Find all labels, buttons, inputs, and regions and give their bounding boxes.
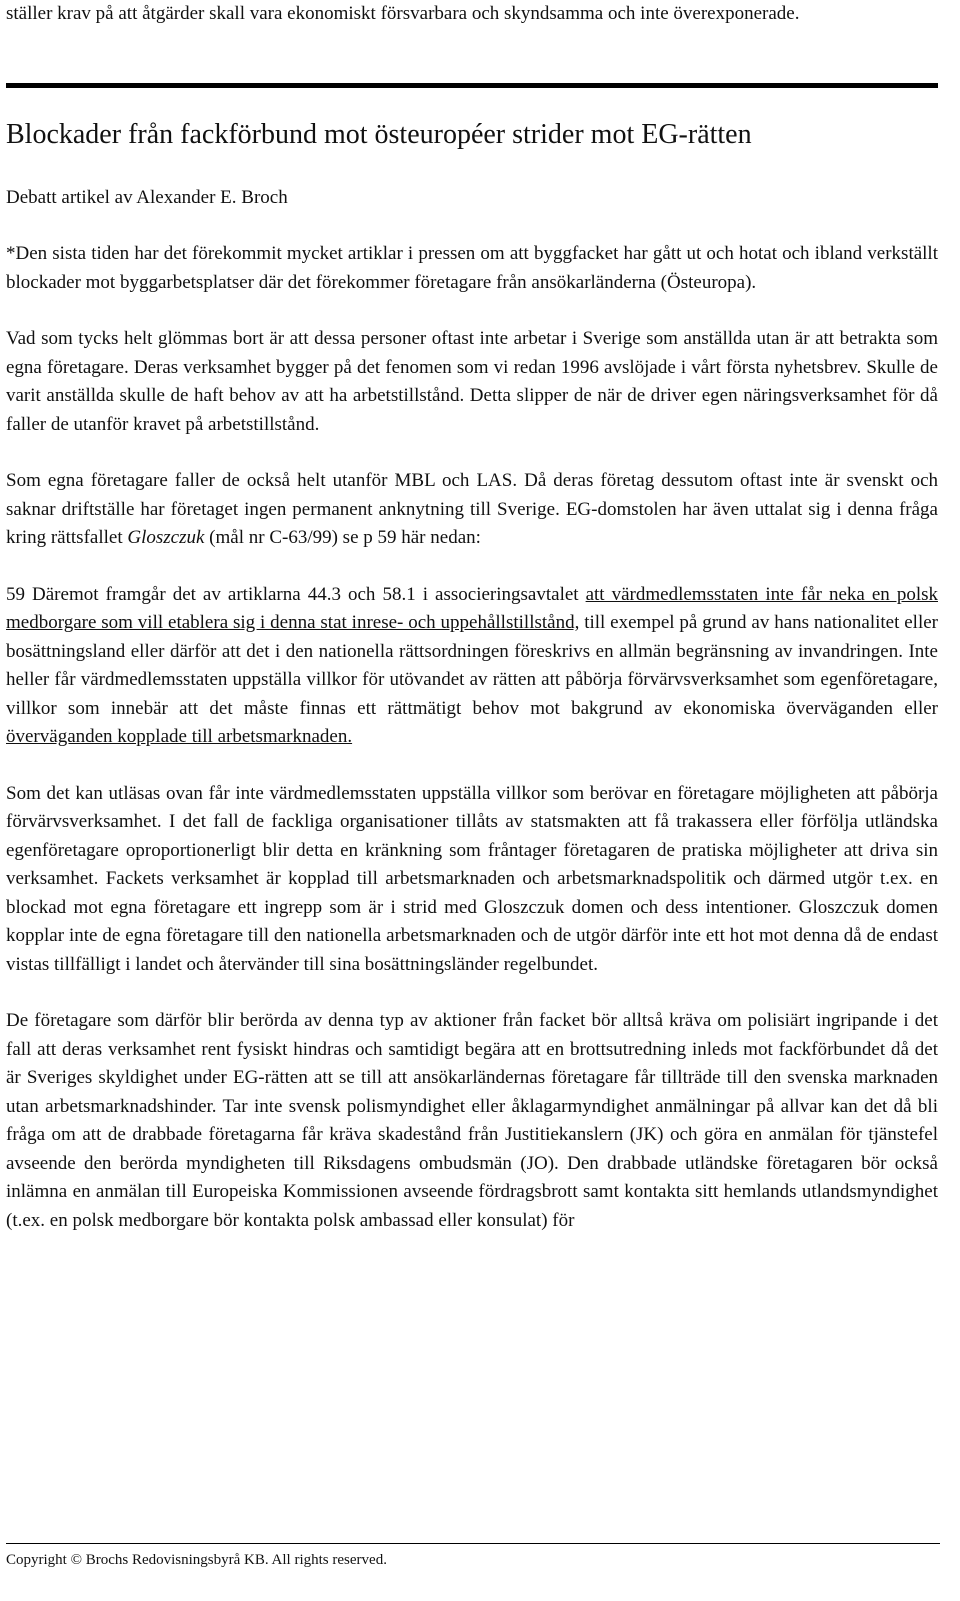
article-title: Blockader från fackförbund mot östeuropéer strider mot EG-rätten (6, 119, 752, 150)
article-body (6, 240, 938, 1263)
page-footer (6, 1543, 940, 1570)
quote-text-b: till exempel på grund av hans nationalitet eller bosättningsland eller därför att det i den nationella rättsordningen föreskrivs en allmän begränsning av invandringen. Inte heller får värdmedlemsstaten uppställa villkor för utövandet av rätten att påbörja förvärvsverksamhet som egenföretagare, villkor som innebär att det måste finnas ett rättmätigt behov mot bakgrund av ekonomiska överväganden eller (6, 612, 938, 719)
quote-underline-1: att värdmedlemsstaten inte får neka en polsk medborgare som vill etablera sig i denna stat inrese- och uppehållstillstånd, (6, 583, 938, 633)
paragraph-4: Som det kan utläsas ovan får inte värdmedlemsstaten uppställa villkor som berövar en företagare möjligheten att påbörja förvärvsverksamhet. I det fall de fackliga organisationer tillåts av statsmakten att få trakassera eller förfölja utländska egenföretagare oproportionerligt blir detta en kränkning som fråntager företagaren de pratiska möjligheter att driva sin verksamhet. Fackets verksamhet är kopplad till arbetsmarknaden och arbetsmarknadspolitik och därmed utgör t.ex. en blockad mot egna företagare ett ingrepp som är i strid med Gloszczuk domen och dess intentioner. Gloszczuk domen kopplar inte de egna företagare till den nationella arbetsmarknaden och de utgör därför inte ett hot mot denna då de endast vistas tillfälligt i landet och återvänder till sina bosättningsländer regelbundet. (6, 782, 938, 975)
quote-underline-2: överväganden kopplade till arbetsmarknaden. (6, 726, 353, 747)
article-byline: Debatt artikel av Alexander E. Broch (6, 187, 288, 208)
copyright-text: Copyright © Brochs Redovisningsbyrå KB. All rights reserved. (6, 1552, 387, 1568)
quote-text-a: 59 Däremot framgår det av artiklarna 44.3 och 58.1 i associeringsavtalet (6, 583, 586, 605)
paragraph-5: De företagare som därför blir berörda av denna typ av aktioner från facket bör alltså kräva om polisiärt ingripande i det fall att deras verksamhet rent fysiskt hindras och samtidigt begära att en brottsutredning inleds mot fackförbundet då det är Sveriges skyldighet under EG-rätten att se till att ansökarländernas företagare får tillträde till den svenska marknaden utan arbetsmarknadshinder. Tar inte svensk polismyndighet eller åklagarmyndighet anmälningar på allvar kan det då bli fråga om att de drabbade företagarna får kräva skadestånd från Justitiekanslern (JK) och göra en anmälan för tjänstefel avseende den berörda myndigheten till Riksdagens ombudsmän (JO). Den drabbade utländske företagaren bör också inlämna en anmälan till Europeiska Kommissionen avseende fördragsbrott samt kontakta sitt hemlands utlandsmyndighet (t.ex. en polsk medborgare bör kontakta polsk ambassad eller konsulat) för (6, 1010, 938, 1231)
court-quote (6, 581, 938, 752)
paragraph-3-text-b: (mål nr C-63/99) se p 59 här nedan: (204, 527, 481, 548)
paragraph-3-text-a: Som egna företagare faller de också helt utanför MBL och LAS. Då deras företag dessutom oftast inte är svenskt och saknar driftställe har företaget ingen permanent anknytning till Sverige. EG-domstolen har även uttalat sig i denna fråga kring rättsfallet (6, 470, 938, 548)
paragraph-1: *Den sista tiden har det förekommit mycket artiklar i pressen om att byggfacket har gått ut och hotat och ibland verkställt blockader mot byggarbetsplatser där det förekommer företagare från ansökarländerna (Östeuropa). (6, 243, 938, 293)
section-divider (6, 83, 938, 88)
case-name: Gloszczuk (127, 527, 205, 548)
paragraph-2: Vad som tycks helt glömmas bort är att dessa personer oftast inte arbetar i Sverige som anställda utan är att betrakta som egna företagare. Deras verksamhet bygger på det fenomen som vi redan 1996 avslöjade i vårt första nyhetsbrev. Skulle de varit anställda skulle de haft behov av att ha arbetstillstånd. Detta slipper de när de driver egen näringsverksamhet för då faller de utanför kravet på arbetstillstånd. (6, 328, 938, 435)
intro-paragraph: ställer krav på att åtgärder skall vara ekonomiskt försvarbara och skyndsamma och inte överexponerade. (6, 3, 800, 24)
paragraph-3 (6, 467, 938, 553)
